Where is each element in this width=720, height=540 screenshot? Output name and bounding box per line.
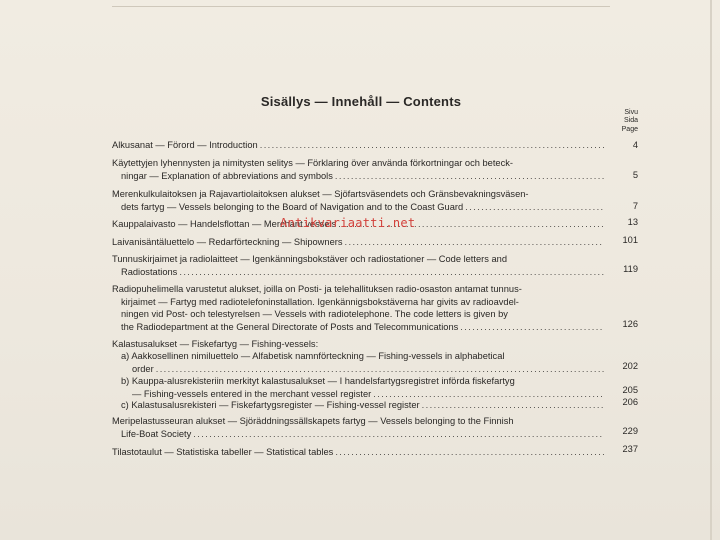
entry-text: Radiostations: [121, 266, 178, 277]
page-number: 7: [632, 201, 638, 211]
entry-text: the Radiodepartment at the General Directorate of Posts and Telecommunications: [121, 321, 459, 332]
page-header-en: Page: [621, 125, 638, 133]
toc-entry-abbreviations: [112, 157, 604, 182]
entry-text: Käytettyjen lyhennysten ja nimitysten selitys — Förklaring över använda förkortningar och beteck-: [112, 158, 513, 168]
page-header-sv: Sida: [623, 117, 638, 125]
entry-text: a) Aakkosellinen nimiluettelo — Alfabetisk namnförteckning — Fishing-vessels in alphabetical: [121, 351, 505, 361]
toc-entry-navigation-vessels: [112, 188, 604, 213]
contents-title: Sisällys — Innehåll — Contents: [260, 94, 462, 109]
page-number: 4: [632, 140, 638, 150]
toc-entry-fishing-register: [112, 399, 604, 412]
page-number: 205: [622, 385, 638, 395]
page-header-fi: Sivu: [624, 109, 638, 116]
entry-text: order: [132, 363, 154, 374]
page-number: 202: [622, 361, 638, 371]
entry-text: ningar — Explanation of abbreviations and symbols: [121, 170, 333, 181]
toc-entry-code-letters: [112, 253, 604, 278]
entry-text: Alkusanat — Förord — Introduction: [112, 140, 258, 150]
toc-entry-fishing-vessels: [112, 338, 604, 351]
entry-text: Merenkulkulaitoksen ja Rajavartiolaitoksen alukset — Sjöfartsväsendets och Gränsbevakningsväsen-: [112, 189, 529, 199]
top-rule: [112, 6, 610, 7]
page-edge: [710, 0, 712, 540]
entry-text: Radiopuhelimella varustetut alukset, joilla on Posti- ja telehallituksen radio-osaston antamat tunnus-: [112, 284, 522, 294]
toc-entry-fishing-merchant-register: [112, 375, 604, 400]
entry-text: c) Kalastusalusrekisteri — Fiskefartygsregister — Fishing-vessel register: [121, 400, 420, 410]
toc-entry-statistical-tables: [112, 446, 604, 459]
entry-text: kirjaimet — Fartyg med radiotelefoninstallation. Igenkännigsbokstäverna har givits av radioavdel-: [121, 296, 519, 307]
page-number: 13: [627, 217, 638, 227]
entry-text: — Fishing-vessels entered in the merchant vessel register: [132, 388, 372, 399]
toc-entry-fishing-alphabetical: [112, 350, 604, 375]
entry-text: ningen vid Post- och telestyrelsen — Vessels with radiotelephone. The code letters is given by: [121, 309, 508, 319]
entry-text: Meripelastusseuran alukset — Sjöräddningssällskapets fartyg — Vessels belonging to the Finnish: [112, 416, 514, 426]
toc-entry-shipowners: [112, 236, 604, 249]
toc-entry-life-boat-society: [112, 415, 604, 440]
page-number: 206: [622, 397, 638, 407]
entry-text: Life-Boat Society: [121, 428, 192, 439]
entry-text: dets fartyg — Vessels belonging to the Board of Navigation and to the Coast Guard: [121, 201, 464, 212]
watermark: Antikvariaatti.net: [280, 216, 416, 230]
entry-text: Kauppalaivasto — Handelsflottan — Merchant vessels: [112, 219, 337, 229]
page-number: 101: [622, 235, 638, 245]
page-number: 229: [622, 426, 638, 436]
entry-text: b) Kauppa-alusrekisteriin merkityt kalastusalukset — I handelsfartygsregistret införda fiskefartyg: [121, 376, 515, 386]
toc-entry-introduction: [112, 139, 604, 152]
page-number: 126: [622, 319, 638, 329]
entry-text: Tunnuskirjaimet ja radiolaitteet — Igenkänningsbokstäver och radiostationer — Code letters and: [112, 254, 507, 264]
page-number: 119: [623, 264, 638, 274]
entry-text: Laivanisäntäluettelo — Redarförteckning — Shipowners: [112, 237, 343, 247]
entry-text: Kalastusalukset — Fiskefartyg — Fishing-vessels:: [112, 339, 319, 349]
entry-text: Tilastotaulut — Statistiska tabeller — Statistical tables: [112, 447, 334, 457]
page-number: 237: [622, 444, 638, 454]
toc-entry-radiotelephone: [112, 283, 604, 333]
page-number: 5: [632, 170, 638, 180]
page-column-header: [612, 109, 638, 134]
